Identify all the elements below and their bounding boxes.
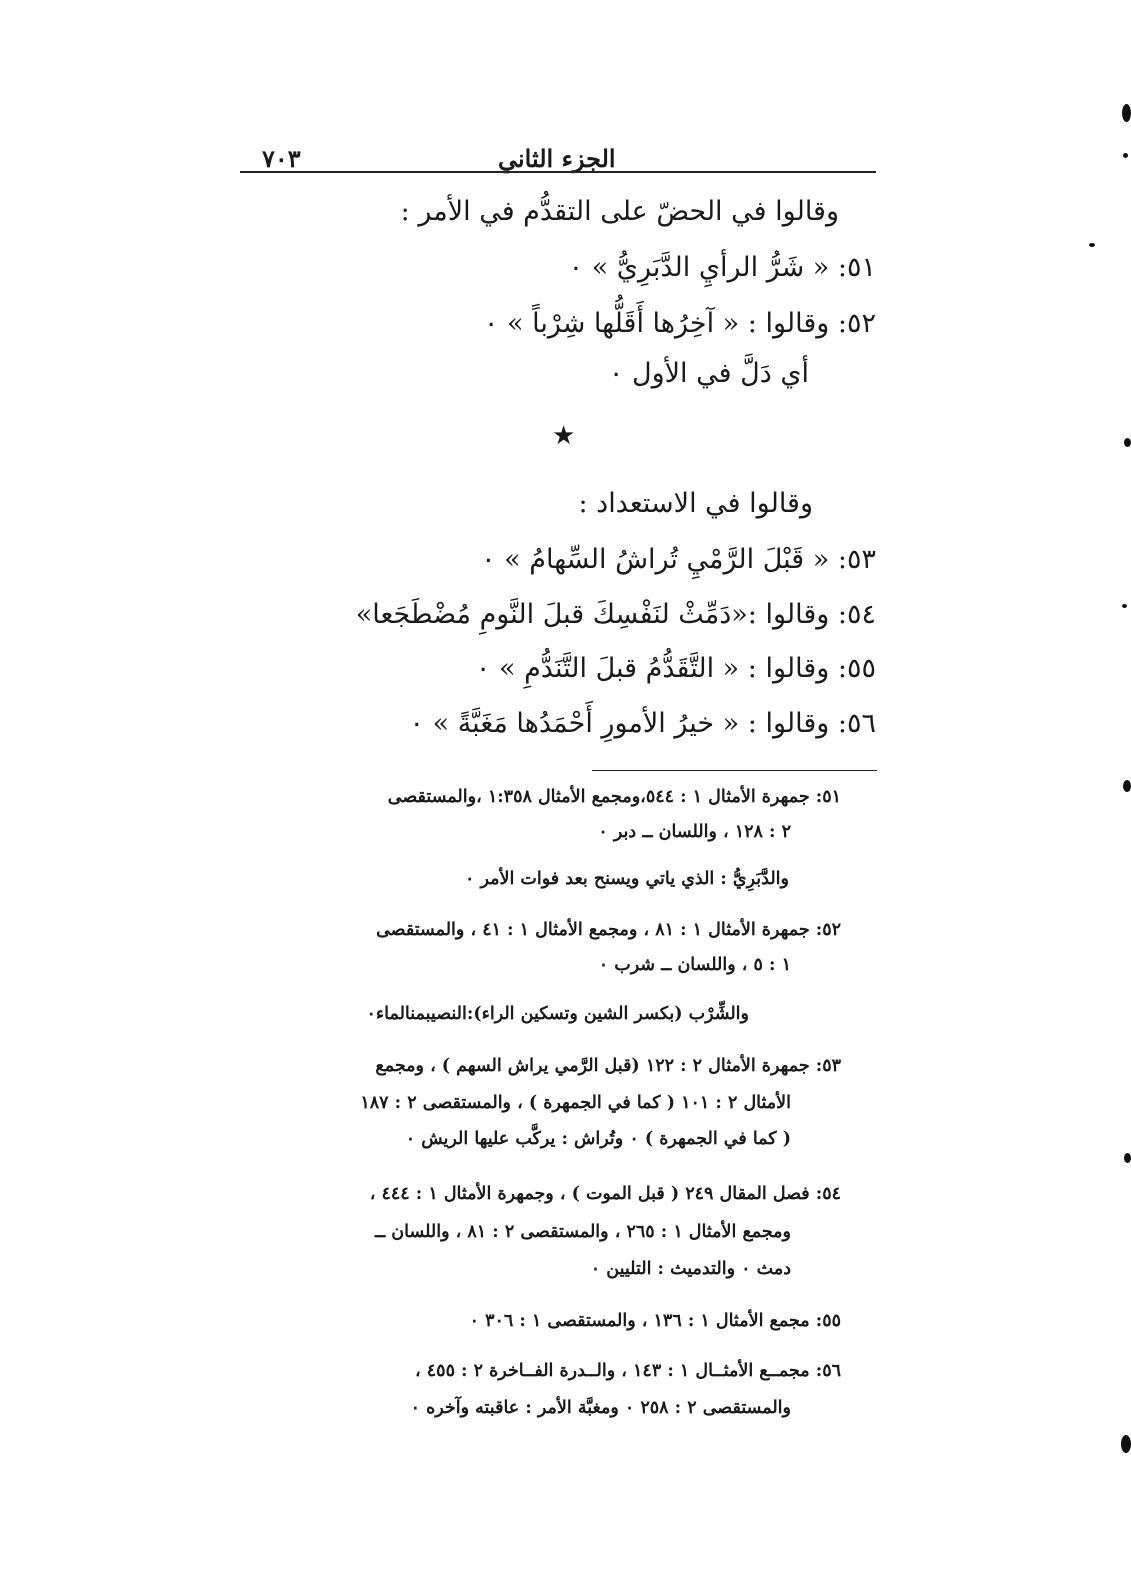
footnote-54-line-3: دمث ٠ والتدميث : التليين ٠ bbox=[590, 1259, 791, 1279]
proverb-55: ٥٥: وقالوا : « التَّقَدُّمُ قبلَ التَّنَدُّمِ » ٠ bbox=[475, 653, 876, 684]
footnote-52-line-1: ٥٢: جمهرة الأمثال ١ : ٨١ ، ومجمع الأمثال ١ : ٤١ ، والمستقصى bbox=[376, 920, 841, 940]
proverb-56: ٥٦: وقالوا : « خيرُ الأمورِ أَحْمَدُها مَغَبَّةً » ٠ bbox=[409, 708, 876, 739]
footnote-53-line-1: ٥٣: جمهرة الأمثال ٢ : ١٢٢ (قبل الرَّمي يراش السهم ) ، ومجمع bbox=[375, 1056, 841, 1076]
section-separator-star: ★ bbox=[552, 421, 576, 451]
section-heading: وقالوا في الاستعداد : bbox=[578, 488, 813, 519]
binding-mark bbox=[1123, 153, 1128, 158]
proverb-54: ٥٤: وقالوا :«دَمِّثْ لنَفْسِكَ قبلَ النَّومِ مُضْطَجَعا» bbox=[355, 599, 876, 630]
binding-mark bbox=[1124, 1153, 1131, 1163]
proverb-53: ٥٣: « قَبْلَ الرَّمْيِ تُراشُ السِّهامُ » ٠ bbox=[481, 544, 876, 575]
running-header-title: الجزء الثاني bbox=[498, 144, 616, 173]
footnote-56-line-2: والمستقصى ٢ : ٢٥٨ ٠ ومغبَّة الأمر : عاقبته وآخره ٠ bbox=[410, 1398, 791, 1418]
proverb-52: ٥٢: وقالوا : « آخِرُها أَقَلُّها شِرْباً » ٠ bbox=[483, 308, 876, 339]
footnote-51-line-3: والدَّبَرِيُّ : الذي ياتي ويسنح بعد فوات الأمر ٠ bbox=[464, 869, 789, 889]
footnote-53-line-2: الأمثال ٢ : ١٠١ ( كما في الجمهرة ) ، والمستقصى ٢ : ١٨٧ bbox=[360, 1093, 791, 1113]
footnote-51-line-2: ٢ : ١٢٨ ، واللسان ــ دبر ٠ bbox=[598, 822, 791, 842]
footnote-52-line-3: والشِّرْب (بكسر الشين وتسكين الراء):النصيبمنالماء٠ bbox=[366, 1004, 749, 1024]
footnote-53-line-3: ( كما في الجمهرة ) ٠ وتُراش : يركَّب عليها الريش ٠ bbox=[405, 1129, 791, 1149]
binding-mark bbox=[1124, 438, 1131, 447]
header-rule bbox=[240, 171, 876, 173]
binding-mark bbox=[1121, 1435, 1131, 1453]
binding-mark bbox=[1089, 243, 1095, 247]
footnote-51-line-1: ٥١: جمهرة الأمثال ١ : ٥٤٤،ومجمع الأمثال ١:٣٥٨ ،والمستقصى bbox=[387, 787, 841, 807]
binding-mark bbox=[1122, 104, 1131, 122]
footnote-52-line-2: ١ : ٥ ، واللسان ــ شرب ٠ bbox=[598, 955, 791, 975]
binding-mark bbox=[1122, 604, 1127, 608]
proverb-51: ٥١: « شَرُّ الرأيِ الدَّبَرِيُّ » ٠ bbox=[568, 252, 876, 283]
proverb-52-gloss: أي دَلَّ في الأول ٠ bbox=[608, 358, 809, 389]
footnote-rule bbox=[592, 770, 877, 771]
footnote-56-line-1: ٥٦: مجمــع الأمثــال ١ : ١٤٣ ، والــدرة الفــاخرة ٢ : ٤٥٥ ، bbox=[415, 1361, 841, 1381]
footnote-55-line-1: ٥٥: مجمع الأمثال ١ : ١٣٦ ، والمستقصى ١ : ٣٠٦ ٠ bbox=[469, 1311, 841, 1331]
page-number: ٧٠٣ bbox=[262, 144, 301, 173]
section-heading: وقالوا في الحضّ على التقدُّم في الأمر : bbox=[400, 196, 839, 227]
footnote-54-line-1: ٥٤: فصل المقال ٢٤٩ ( قبل الموت ) ، وجمهرة الأمثال ١ : ٤٤٤ ، bbox=[369, 1184, 841, 1204]
footnote-54-line-2: ومجمع الأمثال ١ : ٢٦٥ ، والمستقصى ٢ : ٨١ ، واللسان ــ bbox=[374, 1222, 791, 1242]
binding-mark bbox=[1123, 780, 1131, 792]
